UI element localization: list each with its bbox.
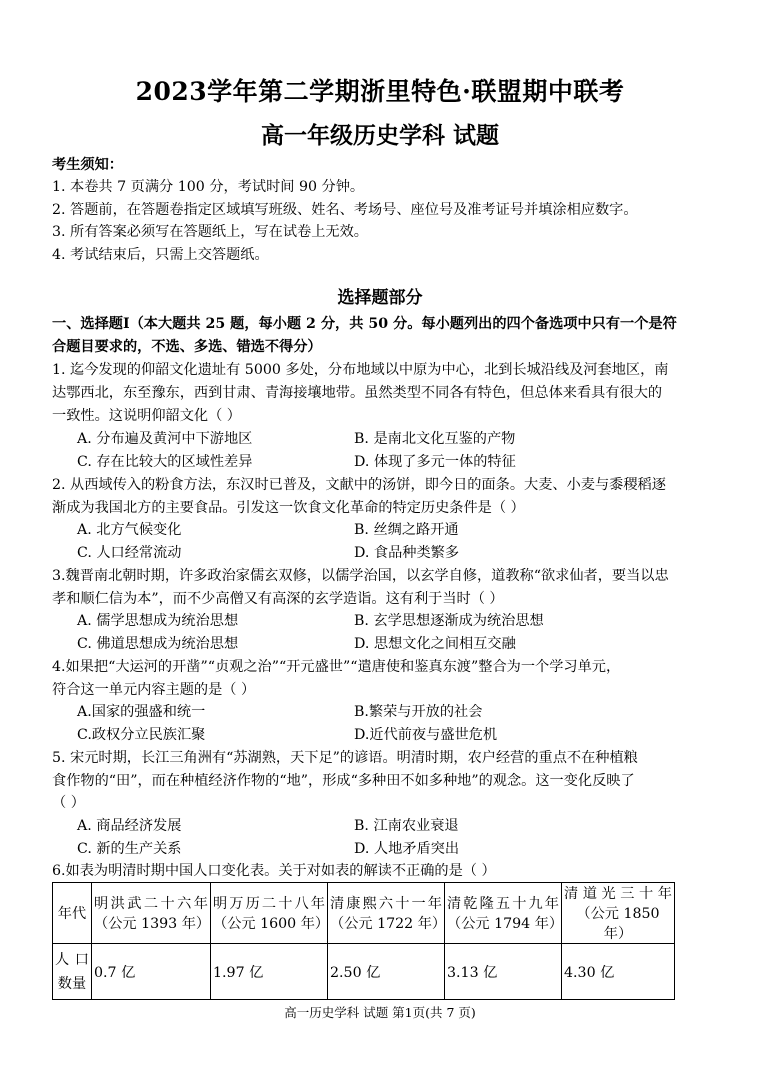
question-4-option-d: D.近代前夜与盛世危机: [354, 727, 498, 743]
question-3-option-a: A. 儒学思想成为统治思想: [77, 613, 239, 629]
table-era: 清康熙六十一年: [330, 896, 442, 912]
part-intro-line: 一、选择题Ⅰ（本大题共 25 题，每小题 2 分，共 50 分。每小题列出的四个备选项中只有一个是符: [52, 316, 677, 332]
question-5-text: 食作物的“田”，而在种植经济作物的“地”，形成“多种田不如多种地”的观念。这一变化反映了: [52, 773, 635, 789]
exam-subtitle: 高一年级历史学科 试题: [260, 122, 499, 149]
notice-item: 4. 考试结束后，只需上交答题纸。: [52, 247, 269, 263]
table-cell: 1.97 亿: [211, 944, 328, 1000]
page-footer: 高一历史学科 试题 第1页(共 7 页): [284, 1005, 476, 1020]
table-cell: 0.7 亿: [92, 944, 211, 1000]
part-intro-line: 合题目要求的，不选、多选、错选不得分）: [52, 339, 322, 355]
table-year: （公元 1850 年）: [576, 906, 660, 942]
population-table: [52, 882, 675, 1000]
question-5-option-c: C. 新的生产关系: [77, 841, 182, 857]
question-5-text: （ ）: [52, 795, 85, 811]
table-era: 明洪武二十六年: [94, 896, 208, 912]
question-1-option-c: C. 存在比较大的区域性差异: [77, 454, 253, 470]
table-row-header-line: 数量: [57, 975, 87, 992]
question-1-option-b: B. 是南北文化互鉴的产物: [354, 431, 516, 447]
notice-heading: 考生须知：: [52, 157, 123, 173]
table-era: 清道光三十年: [564, 886, 672, 902]
exam-title: 2023学年第二学期浙里特色·联盟期中联考: [135, 77, 625, 106]
notice-item: 1. 本卷共 7 页满分 100 分，考试时间 90 分钟。: [52, 179, 365, 195]
question-2-option-c: C. 人口经常流动: [77, 545, 182, 561]
table-row: [53, 944, 675, 1000]
question-4-option-b: B.繁荣与开放的社会: [354, 704, 483, 720]
table-header-cell: [92, 883, 211, 944]
table-era: 清乾隆五十九年: [447, 896, 559, 912]
question-5-option-a: A. 商品经济发展: [77, 818, 182, 834]
question-3-option-d: D. 思想文化之间相互交融: [354, 636, 516, 652]
table-era: 明万历二十八年: [213, 896, 325, 912]
question-1-text: 一致性。这说明仰韶文化（ ）: [52, 408, 241, 424]
table-year: （公元 1393 年）: [94, 916, 211, 932]
question-5-option-d: D. 人地矛盾突出: [354, 841, 460, 857]
notice-item: 3. 所有答案必须写在答题纸上，写在试卷上无效。: [52, 224, 368, 240]
table-header-cell: [445, 883, 562, 944]
table-row-header-line: 人 口: [55, 951, 89, 968]
section-title: 选择题部分: [337, 288, 423, 308]
table-year: （公元 1794 年）: [447, 916, 564, 932]
table-year: （公元 1600 年）: [213, 916, 330, 932]
question-2-option-b: B. 丝绸之路开通: [354, 522, 459, 538]
question-1-text: 1. 迄今发现的仰韶文化遗址有 5000 多处，分布地域以中原为中心，北到长城沿线及河套地区，南: [52, 362, 669, 378]
question-4-text: 4.如果把“大运河的开凿”“贞观之治”“开元盛世”“遣唐使和鉴真东渡”整合为一个学习单元，: [52, 659, 621, 675]
question-6-text: 6.如表为明清时期中国人口变化表。关于对如表的解读不正确的是（ ）: [52, 863, 496, 879]
question-3-option-b: B. 玄学思想逐渐成为统治思想: [354, 613, 544, 629]
notice-item: 2. 答题前，在答题卷指定区域填写班级、姓名、考场号、座位号及准考证号并填涂相应数字。: [52, 202, 638, 218]
table-row-header: [53, 944, 92, 1000]
question-5-option-b: B. 江南农业衰退: [354, 818, 459, 834]
table-row: [53, 883, 675, 944]
question-4-option-c: C.政权分立民族汇聚: [77, 727, 206, 743]
question-2-text: 2. 从西域传入的粉食方法，东汉时已普及，文献中的汤饼，即今日的面条。大麦、小麦与黍稷稻逐: [52, 477, 666, 493]
question-1-text: 达鄂西北，东至豫东，西到甘肃、青海接壤地带。虽然类型不同各有特色，但总体来看具有很大的: [52, 385, 663, 401]
table-header-cell: [328, 883, 445, 944]
table-cell: 4.30 亿: [562, 944, 675, 1000]
table-header-cell: [562, 883, 675, 944]
question-4-option-a: A.国家的强盛和统一: [77, 704, 206, 720]
question-4-text: 符合这一单元内容主题的是（ ）: [52, 682, 256, 698]
table-cell: 2.50 亿: [328, 944, 445, 1000]
question-1-option-a: A. 分布遍及黄河中下游地区: [77, 431, 253, 447]
table-header-cell: [211, 883, 328, 944]
question-3-text: 3.魏晋南北朝时期，许多政治家儒玄双修，以儒学治国，以玄学自修，道教称“欲求仙者，要当以忠: [52, 568, 669, 584]
question-2-option-d: D. 食品种类繁多: [354, 545, 460, 561]
table-year: （公元 1722 年）: [330, 916, 447, 932]
table-cell: 3.13 亿: [445, 944, 562, 1000]
table-row-header: 年代: [53, 883, 92, 944]
question-3-option-c: C. 佛道思想成为统治思想: [77, 636, 239, 652]
question-3-text: 孝和顺仁信为本”，而不少高僧又有高深的玄学造诣。这有利于当时（ ）: [52, 591, 504, 607]
question-2-text: 渐成为我国北方的主要食品。引发这一饮食文化革命的特定历史条件是（ ）: [52, 500, 525, 516]
question-2-option-a: A. 北方气候变化: [77, 522, 182, 538]
question-1-option-d: D. 体现了多元一体的特征: [354, 454, 516, 470]
question-5-text: 5. 宋元时期，长江三角洲有“苏湖熟，天下足”的谚语。明清时期，农户经营的重点不在种植粮: [52, 750, 638, 766]
